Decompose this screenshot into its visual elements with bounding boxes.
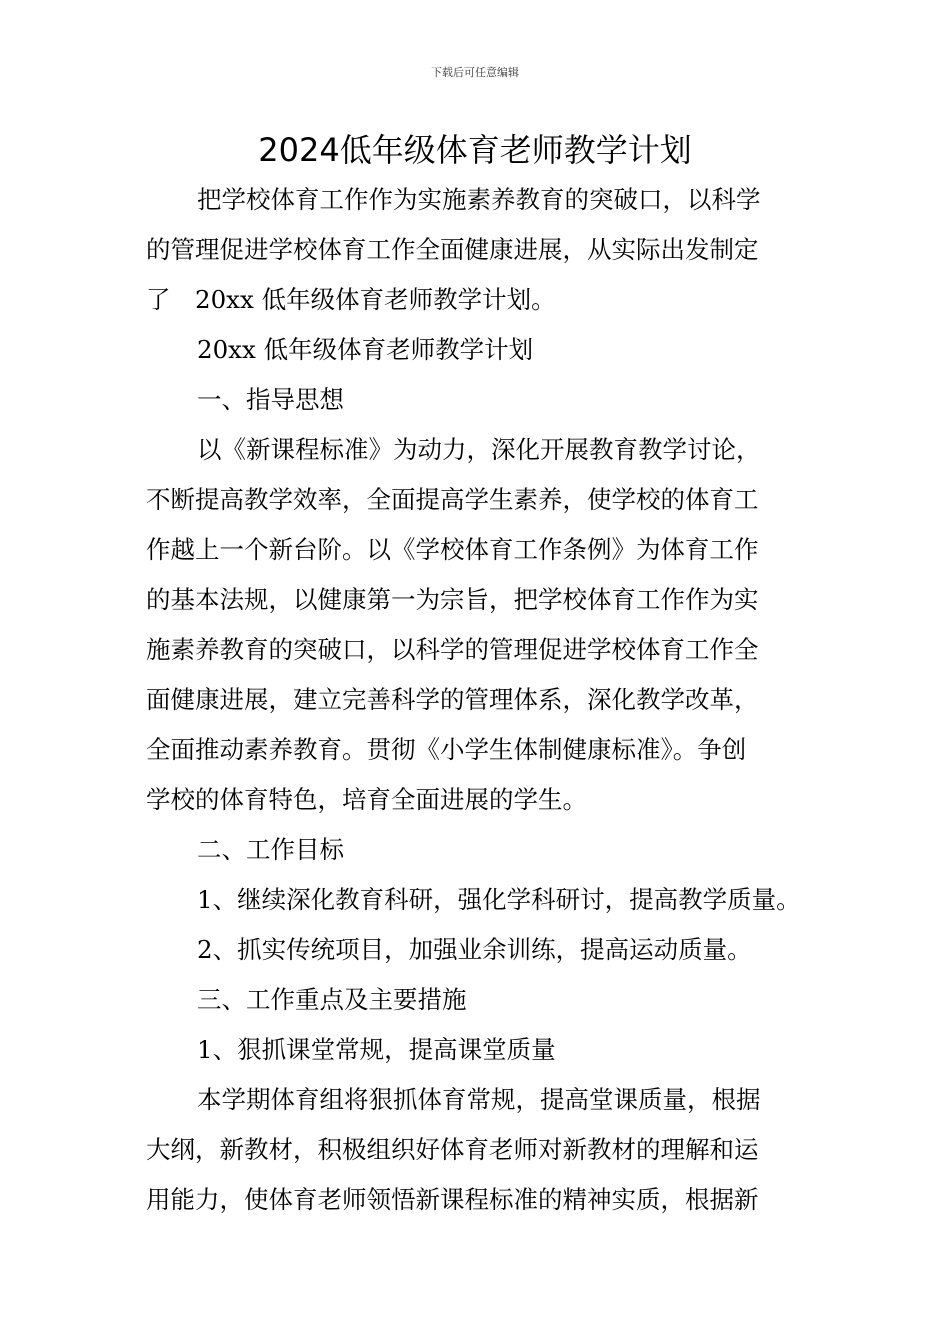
section-heading-guiding-thought (146, 375, 808, 425)
text-line: 三、工作重点及主要措施 (197, 985, 467, 1014)
text-line: 学校的体育特色，培育全面进展的学生。 (146, 785, 587, 814)
paragraph-subtitle (146, 325, 808, 375)
text-line: 的管理促进学校体育工作全面健康进展，从实际出发制定 (146, 235, 759, 264)
text-line: 1、狠抓课堂常规，提高课堂质量 (197, 1035, 556, 1064)
text-line: 大纲，新教材，积极组织好体育老师对新教材的理解和运 (146, 1135, 759, 1164)
subheading-classroom-routine (146, 1025, 808, 1075)
list-item-goal-2 (146, 925, 808, 975)
text-line: 以《新课程标准》为动力，深化开展教育教学讨论， (197, 435, 761, 464)
text-line: 把学校体育工作作为实施素养教育的突破口，以科学 (197, 185, 761, 214)
list-item-goal-1 (146, 875, 808, 925)
section-heading-key-measures (146, 975, 808, 1025)
text-line: 作越上一个新台阶。以《学校体育工作条例》为体育工作 (146, 535, 759, 564)
text-line: 二、工作目标 (197, 835, 344, 864)
text-line: 全面推动素养教育。贯彻《小学生体制健康标准》。争创 (146, 735, 747, 764)
text-line: 20xx 低年级体育老师教学计划 (197, 335, 534, 364)
text-line: 1、继续深化教育科研，强化学科研讨，提高教学质量。 (197, 885, 801, 914)
text-line: 2、抓实传统项目，加强业余训练，提高运动质量。 (197, 935, 752, 964)
document-body (146, 175, 808, 1225)
text-line: 一、指导思想 (197, 385, 344, 414)
document-title: 2024低年级体育老师教学计划 (258, 131, 692, 169)
paragraph-classroom-routine (146, 1075, 808, 1225)
text-line: 面健康进展，建立完善科学的管理体系，深化教学改革， (146, 685, 759, 714)
text-line: 了 20xx 低年级体育老师教学计划。 (146, 285, 556, 314)
paragraph-guiding-thought (146, 425, 808, 825)
text-line: 本学期体育组将狠抓体育常规，提高堂课质量，根据 (197, 1085, 761, 1114)
text-line: 的基本法规，以健康第一为宗旨，把学校体育工作作为实 (146, 585, 759, 614)
text-line: 施素养教育的突破口，以科学的管理促进学校体育工作全 (146, 635, 759, 664)
text-line: 用能力，使体育老师领悟新课程标准的精神实质，根据新 (146, 1185, 759, 1214)
paragraph-intro (146, 175, 808, 325)
text-line: 不断提高教学效率，全面提高学生素养，使学校的体育工 (146, 485, 759, 514)
section-heading-work-goals (146, 825, 808, 875)
header-note: 下载后可任意编辑 (431, 66, 519, 79)
